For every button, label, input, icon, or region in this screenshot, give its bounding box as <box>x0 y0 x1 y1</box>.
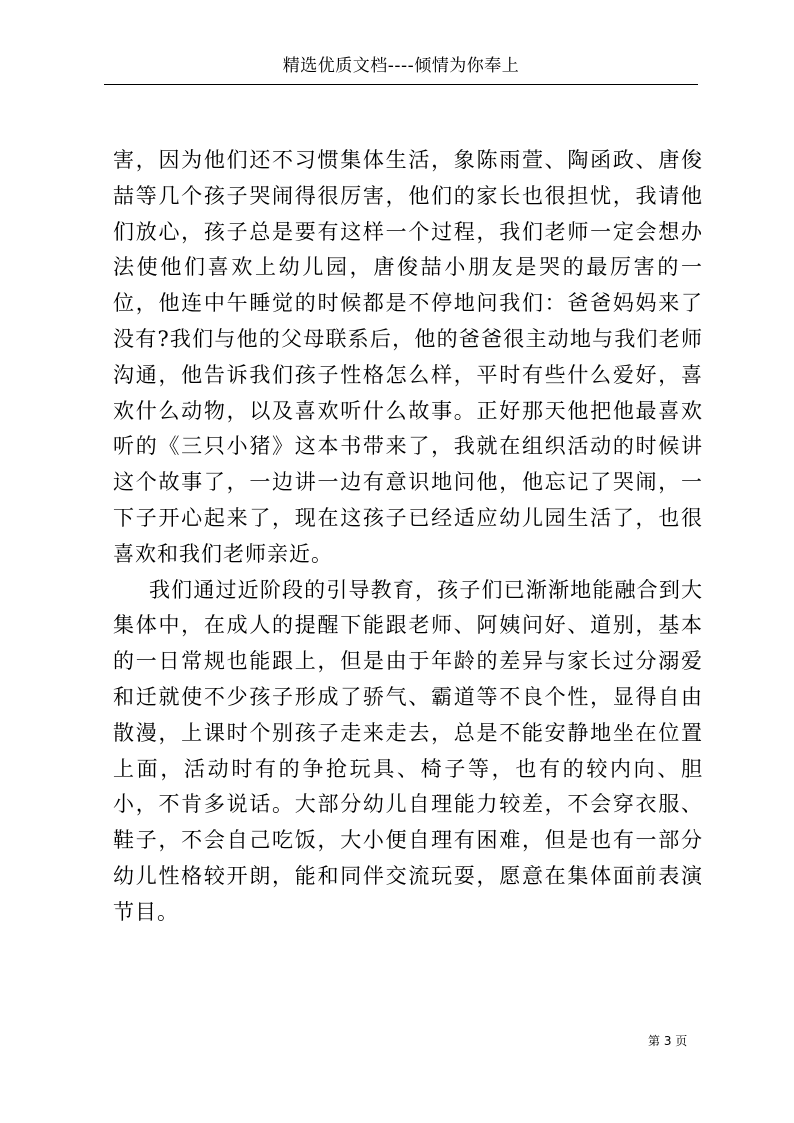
header-title: 精选优质文档----倾情为你奉上 <box>282 56 520 76</box>
page-header <box>104 48 698 85</box>
document-body <box>113 143 703 931</box>
page-number: 第 3 页 <box>648 1034 688 1048</box>
paragraph-1: 害，因为他们还不习惯集体生活，象陈雨萱、陶函政、唐俊喆等几个孩子哭闹得很厉害，他们的家长也很担忧，我请他们放心，孩子总是要有这样一个过程，我们老师一定会想办法使他们喜欢上幼儿园，唐俊喆小朋友是哭的最厉害的一位，他连中午睡觉的时候都是不停地问我们：爸爸妈妈来了没有?我们与他的父母联系后，他的爸爸很主动地与我们老师沟通，他告诉我们孩子性格怎么样，平时有些什么爱好，喜欢什么动物，以及喜欢听什么故事。正好那天他把他最喜欢听的《三只小猪》这本书带来了，我就在组织活动的时候讲这个故事了，一边讲一边有意识地问他，他忘记了哭闹，一下子开心起来了，现在这孩子已经适应幼儿园生活了，也很喜欢和我们老师亲近。 <box>113 148 703 566</box>
paragraph-2: 我们通过近阶段的引导教育，孩子们已渐渐地能融合到大集体中，在成人的提醒下能跟老师、阿姨问好、道别，基本的一日常规也能跟上，但是由于年龄的差异与家长过分溺爱和迁就使不少孩子形成了骄气、霸道等不良个性，显得自由散漫，上课时个别孩子走来走去，总是不能安静地坐在位置上面，活动时有的争抢玩具、椅子等，也有的较内向、胆小，不肯多说话。大部分幼儿自理能力较差，不会穿衣服、鞋子，不会自己吃饭，大小便自理有困难，但是也有一部分幼儿性格较开朗，能和同伴交流玩耍，愿意在集体面前表演节目。 <box>113 577 703 924</box>
